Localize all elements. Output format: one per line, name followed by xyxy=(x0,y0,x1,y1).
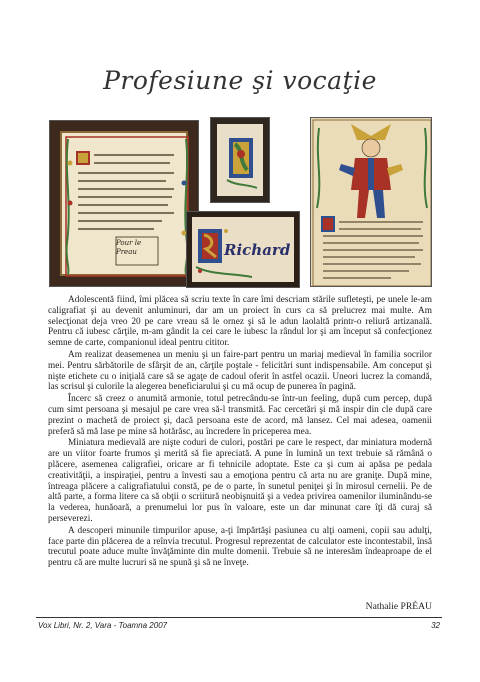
illuminated-initial-image xyxy=(210,117,270,203)
jester-illumination-image xyxy=(310,117,432,287)
figure-caption-name: Pour le Preau xyxy=(116,239,142,256)
page-number: 32 xyxy=(431,621,440,630)
article-paragraph: Am realizat deasemenea un meniu şi un faire-part pentru un mariaj medieval în familia socrilor mei. Pentru sărbătorile de sfârşit de an, cărţile poştale - felicitări sunt indispensabile. Am conceput şi nişte etichete cu o iniţială care să se agaţe de cadoul oferit în astfel ocazii. Uneori lucrez la comandă, las scrisul şi culorile la alegerea beneficiarului şi cu mă ocup de punerea în pagină. xyxy=(48,349,432,393)
article-paragraph: Încerc să creez o anumită armonie, totul petrecându-se într-un feeling, după cum percep, după cum simt persoana şi mesajul pe care vrea să-l transmită. Fac cercetări şi mă inspir din cle după care prezint o machetă de proiect şi, dacă persoana este de acord, mă lansez. Cel mai adesea, oamenii preferă să mă lase pe mine să hotărăsc, au încredere în priceperea mea. xyxy=(48,394,432,437)
article-paragraph: A descoperi minunile timpurilor apuse, a-ţi împărtăşi pasiunea cu alţi oameni, copii sau adulţi, face parte din plăcerea de a reînvia trecutul. Progresul reprezentat de calculator este incontestabil, însă trecutul poate aduce multe învăţăminte din multe domenii. Trebuie să ne interesăm îndeaproape de el pentru că are multe lucruri să ne spună şi să ne înveţe. xyxy=(48,525,432,569)
footer-publication: Vox Libri, Nr. 2, Vara - Toamna 2007 xyxy=(38,621,168,630)
parchment-sheet xyxy=(60,131,188,276)
calligraphy-frame-image xyxy=(49,120,199,287)
parchment-sheet xyxy=(217,124,263,196)
page-title: Profesiune şi vocaţie xyxy=(103,66,377,95)
parchment-sheet xyxy=(192,217,294,282)
illuminated-name-text: Richard xyxy=(224,241,291,259)
footer-divider xyxy=(36,617,442,618)
illuminated-name-image xyxy=(186,211,300,288)
author-signature: Nathalie PRÉAU xyxy=(365,601,432,612)
article-paragraph: Adolescentă fiind, îmi plăcea să scriu texte în care îmi descriam stările sufleteşti, pe unele le-am caligrafiat şi au devenit anluminuri, dar am un proiect în curs ca să prelucrez mai multe. Am selecţionat deja vreo 20 pe care vreau să le ornez şi să le adun laolaltă printr-o reliură artizanală. Pentru că iubesc cărţile, m-am gândit la cei care le iubesc la rândul lor şi am început să confecţionez semne de carte, companionul ideal pentru cititor. xyxy=(48,295,432,349)
article-paragraph: Miniatura medievală are nişte coduri de culori, postări pe care le respect, dar miniatura modernă are un viitor foarte frumos şi merită să fie apreciată. A pune în lumină un text trebuie să rămână o plăcere, asemenea caligrafiei, oricare ar fi tehnicile adoptate. Este ca şi cum ai apăsa pe pedala creativităţii, a inspiraţiei, pentru a învesti sau a emoţiona pentru că arta nu are graniţe. După mine, întreaga plăcere a caligrafiatului constă, pe de o parte, în sunetul peniţei şi în mirosul cernelii. Pe de altă parte, a forma litere ca să obţii o scriitură neobişnuită şi a vedea privirea oamenilor iluminându-se la vederea, hunăoară, a prenumelui lor pus în valoare, este un dar minunat care îţi dă curaj să perseverezi. xyxy=(48,438,432,524)
article-body xyxy=(48,295,432,570)
